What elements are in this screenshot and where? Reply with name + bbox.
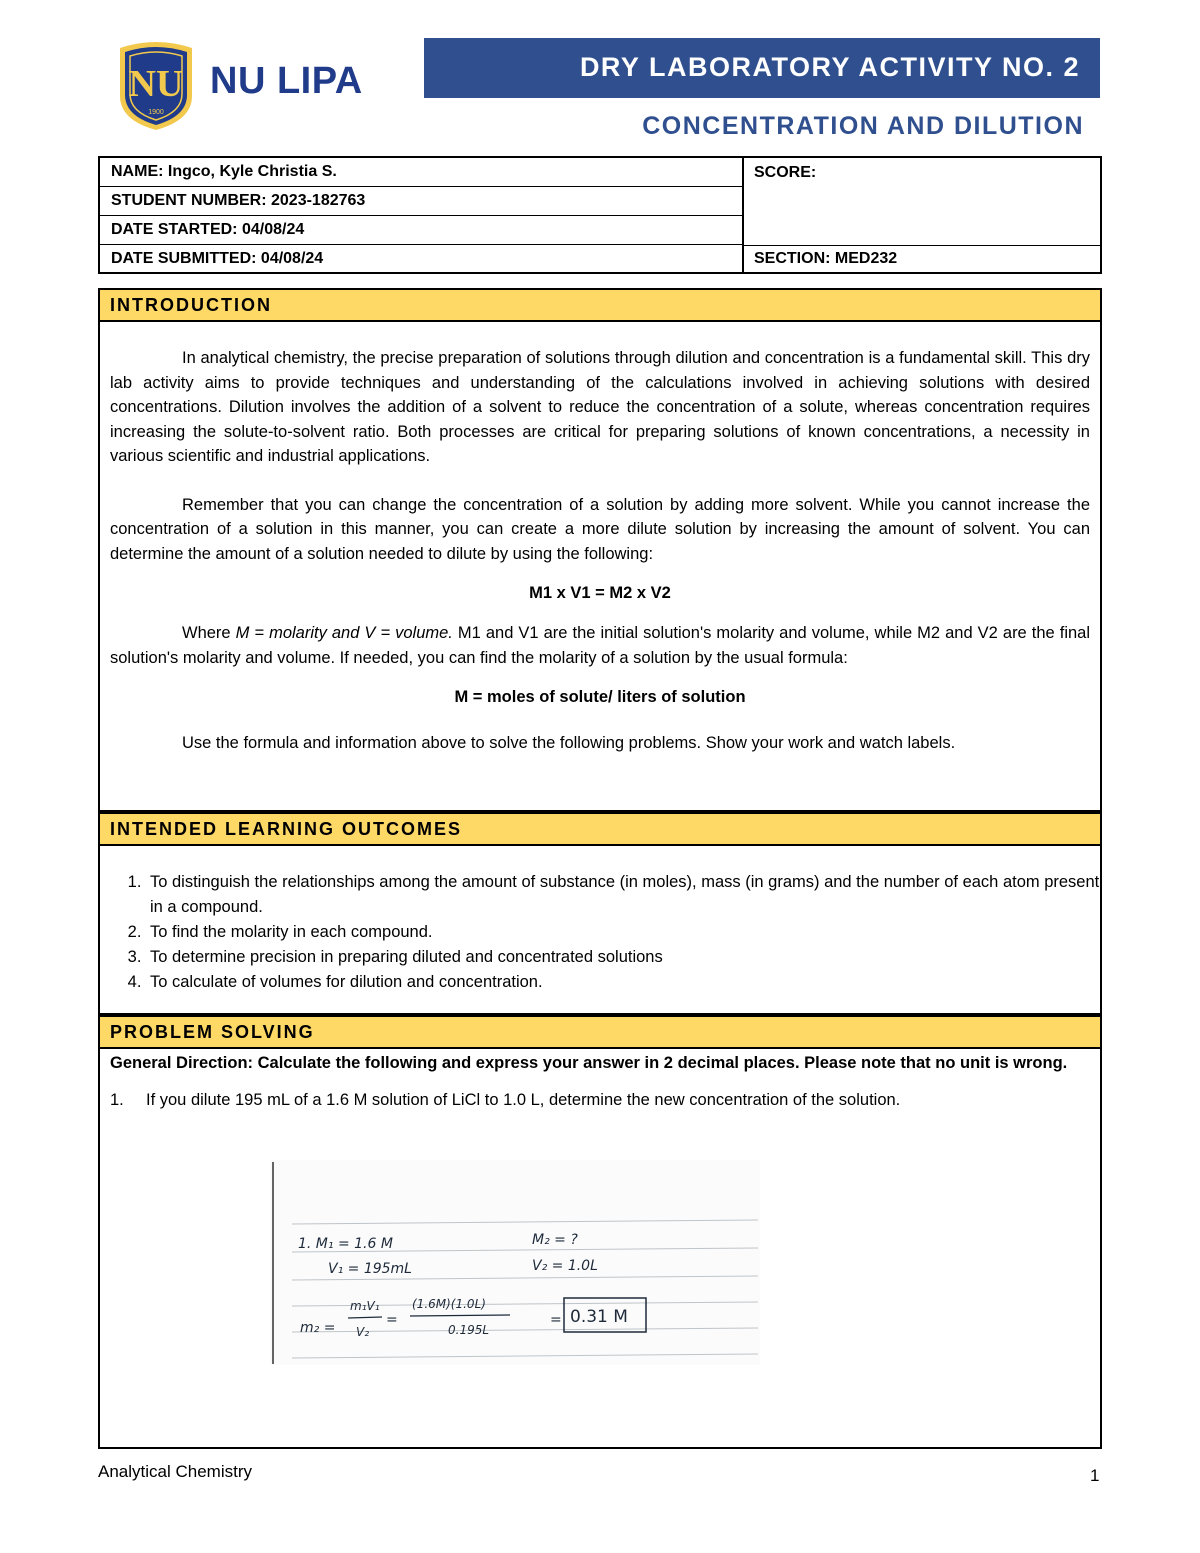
svg-text:0.195L: 0.195L (448, 1323, 490, 1337)
nu-lipa-logo (116, 40, 196, 132)
section-field: SECTION: MED232 (744, 245, 1102, 272)
outcomes-list (100, 870, 1100, 995)
svg-text:1. M₁ = 1.6 M: 1. M₁ = 1.6 M (298, 1236, 393, 1252)
general-direction: General Direction: Calculate the following and express your answer in 2 decimal places. Please note that no unit is wrong. (110, 1054, 1068, 1072)
outcomes-section (98, 812, 1102, 1015)
outcome-item: 4. To calculate of volumes for dilution and concentration. (146, 970, 1100, 995)
svg-text:(1.6M)(1.0L): (1.6M)(1.0L) (412, 1297, 486, 1311)
svg-text:m₁V₁: m₁V₁ (350, 1299, 380, 1313)
outcome-item: 1. To distinguish the relationships among the amount of substance (in moles), mass (in grams) and the number of each atom present in a compound. (146, 870, 1100, 920)
svg-text:0.31 M: 0.31 M (570, 1307, 628, 1327)
svg-text:=: = (550, 1312, 562, 1328)
activity-subtitle: CONCENTRATION AND DILUTION (642, 112, 1084, 140)
question-text: If you dilute 195 mL of a 1.6 M solution of LiCl to 1.0 L, determine the new concentration of the solution. (146, 1091, 901, 1109)
handwritten-solution (270, 1160, 760, 1365)
svg-text:m₂ =: m₂ = (300, 1320, 336, 1336)
page-number: 1 (1090, 1466, 1100, 1485)
student-number-field: STUDENT NUMBER: 2023-182763 (100, 187, 742, 216)
svg-text:M₂ = ?: M₂ = ? (532, 1232, 578, 1248)
svg-text:V₂: V₂ (356, 1325, 370, 1339)
intro-paragraph-4: Use the formula and information above to solve the following problems. Show your work and watch labels. (182, 734, 956, 752)
outcomes-heading: INTENDED LEARNING OUTCOMES (100, 814, 1100, 846)
svg-text:NU: NU (128, 63, 184, 105)
date-started-field: DATE STARTED: 04/08/24 (100, 216, 742, 245)
outcome-item: 3. To determine precision in preparing diluted and concentrated solutions (146, 945, 1100, 970)
svg-text:=: = (386, 1312, 398, 1328)
molarity-formula: M = moles of solute/ liters of solution (454, 688, 746, 706)
dilution-formula: M1 x V1 = M2 x V2 (529, 584, 671, 602)
brand-name: NU LIPA (210, 60, 363, 102)
outcome-item: 2. To find the molarity in each compound. (146, 920, 1100, 945)
svg-text:1900: 1900 (148, 109, 164, 116)
introduction-section (98, 288, 1102, 812)
svg-text:V₁ = 195mL: V₁ = 195mL (328, 1261, 412, 1277)
intro-paragraph-2: Remember that you can change the concentration of a solution by adding more solvent. While you cannot increase the concentration of a solution in this manner, you can create a more dilute solution by increasing the amount of solvent. You can determine the amount of a solution needed to dilute by using the following: (110, 495, 1090, 563)
intro-paragraph-3: Where M = molarity and V = volume. M1 and V1 are the initial solution's molarity and volume, while M2 and V2 are the final solution's molarity and volume. If needed, you can find the molarity of a solution by the usual formula: (110, 624, 1090, 667)
date-submitted-field: DATE SUBMITTED: 04/08/24 (111, 249, 324, 267)
introduction-heading: INTRODUCTION (100, 290, 1100, 322)
student-info-table (98, 156, 1102, 274)
score-field: SCORE: (754, 164, 817, 181)
question-1 (100, 1091, 1100, 1110)
title-bar (424, 38, 1100, 98)
activity-title: DRY LABORATORY ACTIVITY NO. 2 (579, 52, 1080, 82)
question-number: 1. (110, 1091, 124, 1109)
svg-text:V₂ = 1.0L: V₂ = 1.0L (532, 1258, 598, 1274)
problem-solving-heading: PROBLEM SOLVING (100, 1017, 1100, 1049)
name-field: NAME: Ingco, Kyle Christia S. (100, 158, 742, 187)
footer-course: Analytical Chemistry (98, 1462, 252, 1481)
intro-paragraph-1: In analytical chemistry, the precise preparation of solutions through dilution and concentration is a fundamental skill. This dry lab activity aims to provide techniques and understanding of the calculations involved in achieving solutions with desired concentrations. Dilution involves the addition of a solvent to reduce the concentration of a solute, whereas concentration requires increasing the solute-to-solvent ratio. Both processes are critical for preparing solutions of known concentrations, a necessity in various scientific and industrial applications. (110, 349, 1090, 465)
